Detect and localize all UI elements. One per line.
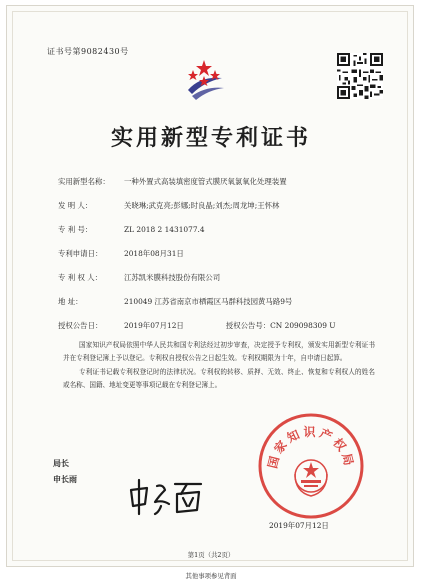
field-label: 专 利 号： xyxy=(58,225,93,234)
field-patentee xyxy=(58,272,220,283)
body-paragraph: 国家知识产权局依照中华人民共和国专利法经过初步审查，决定授予专利权，颁发实用新型专利证书并在专利登记簿上予以登记。专利权自授权公告之日起生效。专利权期限为十年，自申请日起算。 xyxy=(63,341,375,362)
field-label: 专 利 权 人： xyxy=(58,273,103,282)
field-value: 关晓琳;武克亮;彭娜;时良晶;刘杰;周龙坤;王怀林 xyxy=(124,201,280,210)
field-value: 一种外置式高装填密度管式膜厌氧氯氧化处理装置 xyxy=(124,177,287,186)
grant-number-value: CN 209098309 U xyxy=(270,321,336,330)
seal-text: 国家知识产权局 xyxy=(265,425,357,470)
footer-note: 其他事项参见背面 xyxy=(185,572,237,580)
field-label: 发 明 人： xyxy=(58,201,93,210)
qr-code-icon xyxy=(337,53,383,99)
field-label: 地 址： xyxy=(58,297,83,306)
field-value: 江苏凯米膜科技股份有限公司 xyxy=(124,273,221,282)
signatory-name: 申长雨 xyxy=(53,474,77,484)
field-utility-model-name xyxy=(58,176,287,187)
official-seal xyxy=(257,412,365,520)
body-paragraph: 专利证书记载专利权登记时的法律状况。专利权的转移、质押、无效、终止、恢复和专利权人的姓名或名称、国籍、地址变更等事项记载在专利登记簿上。 xyxy=(63,368,375,390)
field-inventors xyxy=(58,200,279,211)
field-label: 实用新型名称： xyxy=(58,177,110,186)
field-grant-announcement xyxy=(58,320,336,331)
grant-date-value: 2019年07月12日 xyxy=(124,321,184,330)
certificate-body xyxy=(63,339,375,394)
cnipa-emblem-icon xyxy=(182,56,228,102)
grant-number-label: 授权公告号： xyxy=(225,321,271,330)
seal-date: 2019年07月12日 xyxy=(269,521,329,530)
field-value: 2018年08月31日 xyxy=(124,249,184,258)
field-value: ZL 2018 2 1431077.4 xyxy=(124,225,205,234)
certificate-sheet xyxy=(6,5,414,567)
certificate-number: 证书号第9082430号 xyxy=(47,47,129,56)
grant-date-label: 授权公告日： xyxy=(58,321,103,330)
certificate-title: 实用新型专利证书 xyxy=(110,125,311,151)
signatory-title: 局长 xyxy=(53,458,69,468)
field-patent-number xyxy=(58,224,205,235)
field-application-date xyxy=(58,248,184,259)
page-indicator: 第1页（共2页） xyxy=(187,551,235,559)
field-label: 专利申请日： xyxy=(58,249,103,258)
field-value: 210049 江苏省南京市栖霞区马群科技园黄马路9号 xyxy=(124,297,293,306)
handwritten-signature xyxy=(125,476,205,516)
field-address xyxy=(58,296,292,307)
